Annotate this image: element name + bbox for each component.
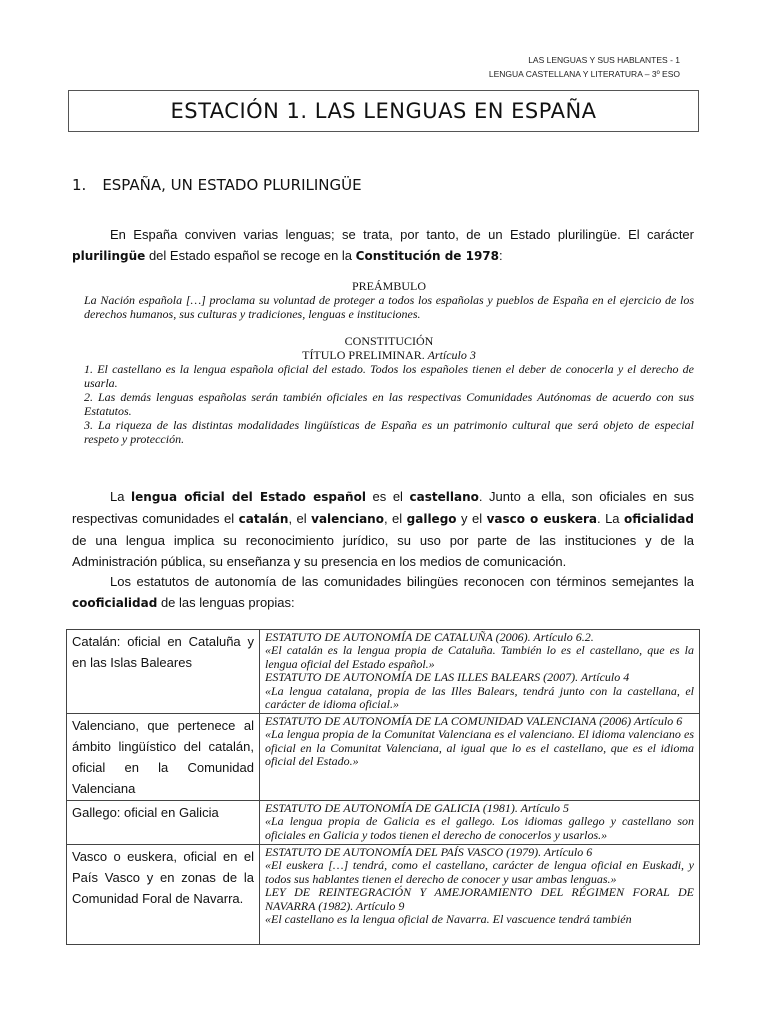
articulo-3: Artículo 3 [427, 348, 476, 362]
estatuto-heading: ESTATUTO DE AUTONOMÍA DE LAS ILLES BALEARS (2007). Artículo 4 [265, 670, 630, 685]
p2-text-6: y el [456, 511, 487, 526]
estatuto-heading: ESTATUTO DE AUTONOMÍA DE LA COMUNIDAD VALENCIANA (2006) Artículo 6 [265, 714, 683, 728]
table-row [67, 714, 700, 801]
table-cell-lengua: Valenciano, que pertenece al ámbito lingüístico del catalán, oficial en la Comunidad Valenciana [67, 714, 260, 801]
estatuto-heading: ESTATUTO DE AUTONOMÍA DEL PAÍS VASCO (1979). Artículo 6 [265, 845, 593, 859]
table-cell-lengua: Catalán: oficial en Cataluña y en las Islas Baleares [67, 630, 260, 714]
intro-text-2: del Estado español se recoge en la [145, 248, 356, 263]
section-title: ESPAÑA, UN ESTADO PLURILINGÜE [102, 176, 362, 194]
p2-text-4: , el [288, 511, 312, 526]
p2-bold-6: vasco o euskera [486, 512, 597, 526]
title-box [68, 90, 699, 132]
estatuto-heading: LEY DE REINTEGRACIÓN Y AMEJORAMIENTO DEL RÉGIMEN FORAL DE NAVARRA (1982). Artículo 9 [265, 885, 694, 913]
table-cell-estatuto [260, 845, 700, 945]
section-number: 1. [72, 176, 87, 194]
preambulo-text: La Nación española […] proclama su voluntad de proteger a todos los españolas y pueblos de España en el ejercicio de los derechos humanos, sus culturas y tradiciones, lenguas e instituciones. [84, 293, 694, 321]
intro-bold-1: plurilingüe [72, 249, 146, 263]
estatuto-quote: «El catalán es la lengua propia de Cataluña. También lo es el castellano, que es la lengua oficial del Estado español.» [265, 643, 694, 671]
intro-text-1: En España conviven varias lenguas; se trata, por tanto, de un Estado plurilingüe. El carácter [110, 227, 694, 242]
table-cell-lengua: Gallego: oficial en Galicia [67, 801, 260, 845]
p2-bold-3: catalán [238, 512, 289, 526]
p2-bold-1: lengua oficial del Estado español [131, 490, 366, 504]
p2-text-3: . Junto a ella, son oficiales en sus respectivas comunidades el [72, 489, 695, 526]
estatuto-quote: «La lengua propia de la Comunitat Valenciana es el valenciano. El idioma valenciano es oficial en la Comunitat Valenciana, al igual que lo es el castellano, que es el idioma oficial del Estado.» [265, 727, 694, 769]
table-row [67, 630, 700, 714]
p2-text-7: . La [596, 511, 625, 526]
p3-bold-1: cooficialidad [72, 596, 158, 610]
constitucion-quote [84, 334, 694, 446]
oficialidad-paragraph [72, 486, 694, 572]
p3-text-2: de las lenguas propias: [157, 595, 295, 610]
p2-text-2: es el [365, 489, 410, 504]
page-header [489, 53, 680, 81]
table-cell-lengua: Vasco o euskera, oficial en el País Vasco y en zonas de la Comunidad Foral de Navarra. [67, 845, 260, 945]
p2-bold-4: valenciano [311, 512, 384, 526]
section-heading [72, 176, 362, 194]
page-title: ESTACIÓN 1. LAS LENGUAS EN ESPAÑA [170, 99, 597, 123]
estatuto-quote: «La lengua propia de Galicia es el gallego. Los idiomas gallego y castellano son oficiales en Galicia y todos tienen el derecho de conocerlos y usarlos.» [265, 814, 694, 842]
cooficialidad-paragraph [72, 571, 694, 614]
intro-bold-2: Constitución de 1978 [355, 249, 500, 263]
p2-text-1: La [110, 489, 132, 504]
estatuto-heading: ESTATUTO DE AUTONOMÍA DE GALICIA (1981). Artículo 5 [265, 801, 570, 815]
estatuto-heading: ESTATUTO DE AUTONOMÍA DE CATALUÑA (2006). Artículo 6.2. [265, 630, 594, 644]
p2-text-5: , el [383, 511, 407, 526]
constitucion-item-2: 2. Las demás lenguas españolas serán también oficiales en las respectivas Comunidades Autónomas de acuerdo con sus Estatutos. [84, 390, 694, 418]
header-line-2: LENGUA CASTELLANA Y LITERATURA – 3º ESO [488, 69, 680, 79]
p3-text-1: Los estatutos de autonomía de las comunidades bilingües reconocen con términos semejantes la [110, 574, 694, 589]
titulo-preliminar: TÍTULO PRELIMINAR. [302, 348, 425, 362]
constitucion-heading: CONSTITUCIÓN [344, 334, 434, 348]
table-cell-estatuto [260, 630, 700, 714]
estatuto-quote: «El castellano es la lengua oficial de Navarra. El vascuence tendrá también [265, 912, 632, 927]
estatutos-table [66, 629, 700, 945]
preambulo-heading: PREÁMBULO [351, 279, 426, 293]
table-cell-estatuto [260, 801, 700, 845]
p2-text-8: de una lengua implica su reconocimiento jurídico, su uso por parte de las instituciones y de la Administración pública, su enseñanza y su presencia en los medios de comunicación. [72, 533, 694, 569]
constitucion-item-3: 3. La riqueza de las distintas modalidades lingüísticas de España es un patrimonio cultural que será objeto de especial respeto y protección. [84, 418, 694, 446]
p2-bold-2: castellano [409, 490, 479, 504]
table-row [67, 801, 700, 845]
preambulo-quote [84, 279, 694, 321]
table-cell-estatuto [260, 714, 700, 801]
estatuto-quote: «El euskera […] tendrá, como el castellano, carácter de lengua oficial en Euskadi, y todos sus hablantes tienen el derecho de conocer y usar ambas lenguas.» [265, 858, 694, 886]
header-line-1: LAS LENGUAS Y SUS HABLANTES - 1 [528, 55, 680, 65]
estatuto-quote: «La lengua catalana, propia de las Illes Balears, tendrá junto con la castellana, el carácter de idioma oficial.» [265, 683, 694, 712]
intro-text-3: : [499, 248, 503, 263]
table-row [67, 845, 700, 945]
p2-bold-5: gallego [406, 512, 457, 526]
intro-paragraph [72, 224, 694, 267]
constitucion-item-1: 1. El castellano es la lengua española oficial del estado. Todos los españoles tienen el deber de conocerla y el derecho de usarla. [84, 362, 694, 390]
p2-bold-7: oficialidad [624, 512, 694, 526]
